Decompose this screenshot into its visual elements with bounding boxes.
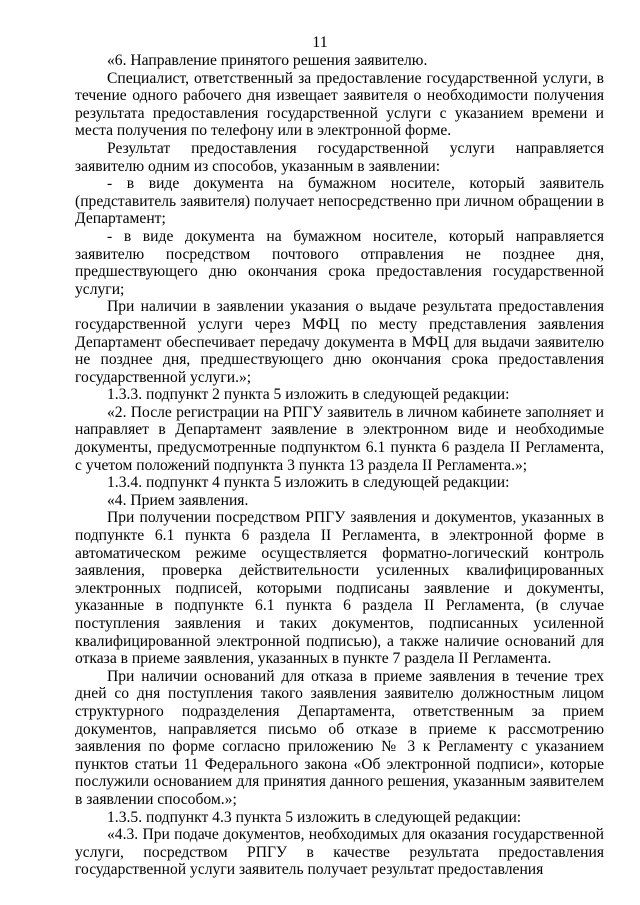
amendment-1-3-4: 1.3.4. подпункт 4 пункта 5 изложить в следующей редакции: bbox=[107, 474, 510, 492]
list-item-personal-pickup: - в виде документа на бумажном носителе, который заявитель (представитель заявителя) получает непосредственно при личном обращении в Департамент; bbox=[75, 175, 604, 228]
amendment-1-3-3: 1.3.3. подпункт 2 пункта 5 изложить в следующей редакции: bbox=[107, 386, 510, 404]
page-body bbox=[75, 52, 604, 879]
section-heading-6: «6. Направление принятого решения заявителю. bbox=[107, 52, 428, 69]
paragraph-result-methods: Результат предоставления государственной услуги направляется заявителю одним из способов, указанным в заявлении: bbox=[75, 139, 604, 175]
paragraph-section-4-3: «4.3. При подаче документов, необходимых для оказания государственной услуги, посредством РПГУ в качестве результата предоставления государственной услуги заявитель получает результат предоставления bbox=[75, 826, 604, 879]
amendment-1-3-5: 1.3.5. подпункт 4.3 пункта 5 изложить в следующей редакции: bbox=[107, 808, 522, 826]
paragraph-refusal: При наличии оснований для отказа в приеме заявления в течение трех дней со дня поступления такого заявления заявителю должностным лицом структурного подразделения Департамента, ответственным за прием документов, направляется письмо об отказе в приеме к рассмотрению заявления по форме согласно приложению № 3 к Регламенту с указанием пунктов статьи 11 Федерального закона «Об электронной подписи», которые послужили основанием для принятия данного решения, указанным заявителем в заявлении способом.»; bbox=[75, 667, 604, 808]
paragraph-application-check: При получении посредством РПГУ заявления и документов, указанных в подпункте 6.1 пункта 6 раздела II Регламента, в электронной форме в автоматическом режиме осуществляется форматно-логический контроль заявления, проверка действительности усиленных квалифицированных электронных подписей, которыми подписаны заявление и документы, указанные в подпункте 6.1 пункта 6 раздела II Регламента, (в случае поступления заявления и таких документов, подписанных усиленной квалифицированной электронной подписью), а также наличие оснований для отказа в приеме заявления, указанных в пункте 7 раздела II Регламента. bbox=[75, 509, 604, 668]
page-number: 11 bbox=[312, 34, 328, 51]
section-heading-4: «4. Прием заявления. bbox=[107, 491, 249, 509]
list-item-postal-delivery: - в виде документа на бумажном носителе, который направляется заявителю посредством почтового отправления не позднее дня, предшествующего дню окончания срока предоставления государственной услуги; bbox=[75, 227, 604, 298]
paragraph-registration: «2. После регистрации на РПГУ заявитель в личном кабинете заполняет и направляет в Департамент заявление в электронном виде и необходимые документы, предусмотренные подпунктом 6.1 пункта 6 раздела II Регламента, с учетом положений подпункта 3 пункта 13 раздела II Регламента.»; bbox=[75, 403, 604, 474]
paragraph-mfc-delivery: При наличии в заявлении указания о выдаче результата предоставления государственной услуги через МФЦ по месту представления заявления Департамент обеспечивает передачу документа в МФЦ для выдачи заявителю не позднее дня, предшествующего дню окончания срока предоставления государственной услуги.»; bbox=[75, 298, 604, 386]
paragraph-notification: Специалист, ответственный за предоставление государственной услуги, в течение одного рабочего дня извещает заявителя о необходимости получения результата предоставления государственной услуги с указанием времени и места получения по телефону или в электронной форме. bbox=[75, 69, 604, 140]
